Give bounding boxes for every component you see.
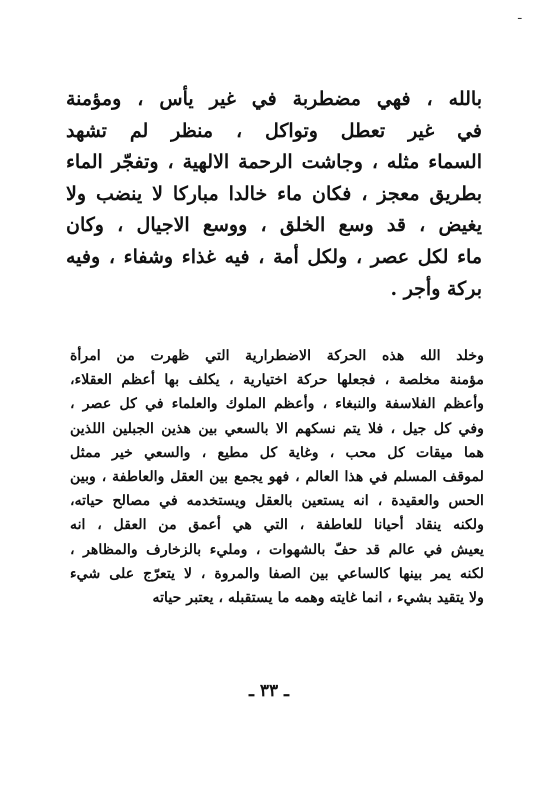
text-line: مؤمنة مخلصة ، فجعلها حركة اختيارية ، يكلف بها أعظم العقلاء،	[70, 372, 484, 389]
text-line: في غير تعطل وتواكل ، منظر لم تشهد	[66, 119, 482, 142]
text-line: يعيش في عالم قد حفّ بالشهوات ، ومليء بالزخارف والمظاهر ،	[70, 541, 484, 558]
text-line: الحس والعقيدة ، انه يستعين بالعقل ويستخدمه في مصالح حياته،	[70, 493, 484, 510]
secondary-paragraph	[70, 344, 484, 610]
text-line: ولكنه ينقاد أحيانا للعاطفة ، التي هي أعمق من العقل ، انه	[70, 517, 484, 534]
text-line: وخلد الله هذه الحركة الاضطرارية التي ظهرت من امرأة	[70, 348, 484, 364]
text-line: بالله ، فهي مضطربة في غير يأس ، ومؤمنة	[66, 88, 482, 110]
text-line: وفي كل جيل ، فلا يتم نسكهم الا بالسعي بين هذين الجبلين اللذين	[70, 420, 484, 437]
page-corner-mark: ـ	[518, 8, 522, 22]
text-line: ولا يتقيد بشيء ، انما غايته وهمه ما يستقبله ، يعتبر حياته	[152, 590, 484, 607]
text-line: السماء مثله ، وجاشت الرحمة الالهية ، وتفجّر الماء	[66, 151, 482, 174]
text-line: وأعظم الفلاسفة والنبغاء ، وأعظم الملوك والعلماء في كل عصر ،	[70, 396, 484, 413]
text-line: ماء لكل عصر ، ولكل أمة ، فيه غذاء وشفاء ، وفيه	[66, 245, 482, 268]
main-paragraph	[66, 84, 482, 305]
text-line: يغيض ، قد وسع الخلق ، ووسع الاجيال ، وكان	[66, 214, 482, 237]
page-number: ـ ٣٣ ـ	[248, 681, 290, 701]
text-line: بركة وأجر .	[390, 277, 482, 300]
text-line: لموقف المسلم في هذا العالم ، فهو يجمع بين العقل والعاطفة ، وبين	[70, 469, 484, 486]
text-line: لكنه يمر بينها كالساعي بين الصفا والمروة ، لا يتعرّج على شيء	[70, 565, 484, 582]
text-line: بطريق معجز ، فكان ماء خالدا مباركا لا ينضب ولا	[66, 182, 482, 205]
text-line: هما ميقات كل محب ، وغاية كل مطيع ، والسعي خير ممثل	[70, 444, 484, 461]
